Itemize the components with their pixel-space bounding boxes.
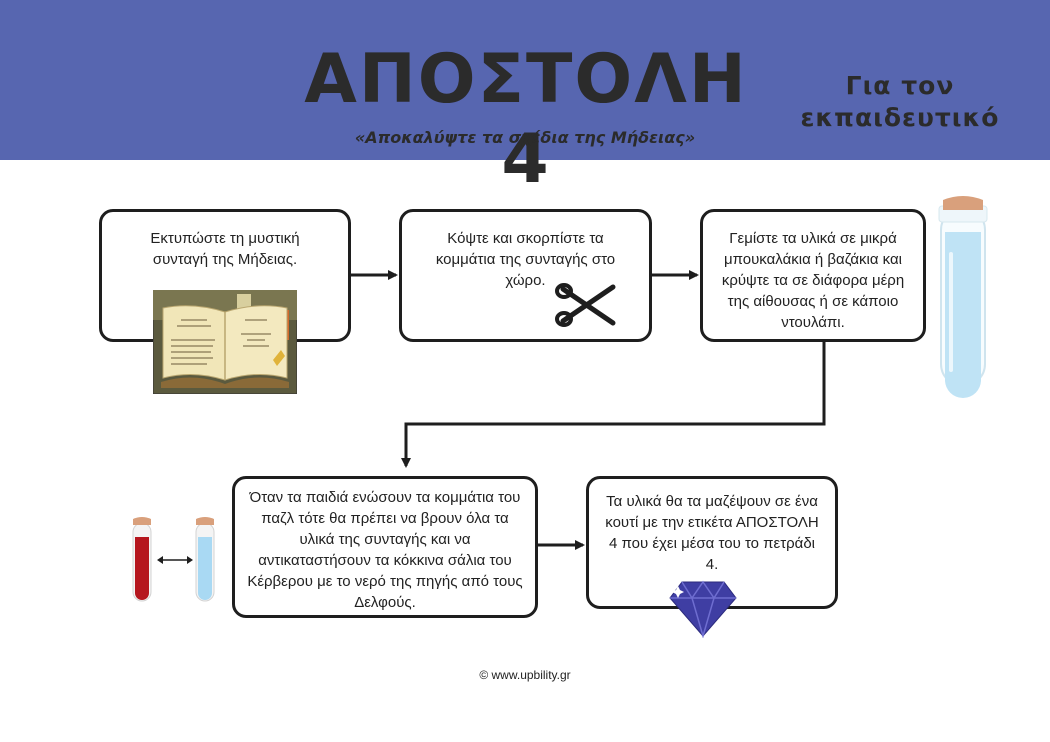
test-tube-icon — [935, 192, 991, 407]
step-4-box — [232, 476, 538, 618]
blue-tube-icon — [196, 517, 214, 601]
diamond-gem-icon — [668, 580, 738, 638]
arrow-step3-to-step4 — [406, 341, 824, 466]
step-4-text: Όταν τα παιδιά ενώσουν τα κομμάτια του παζλ τότε θα πρέπει να βρουν όλα τα υλικά της συνταγής και να αντικαταστήσουν τα κόκκινα σάλια του Κέρβερου με το νερό της πηγής από τους Δελφούς. — [247, 489, 523, 611]
step-5-text: Τα υλικά θα τα μαζέψουν σε ένα κουτί με την ετικέτα ΑΠΟΣΤΟΛΗ 4 που έχει μέσα του το πετράδι 4. — [605, 493, 819, 573]
step-1-text: Εκτυπώστε τη μυστική συνταγή της Μήδειας. — [150, 230, 300, 268]
scissors-icon — [555, 283, 619, 327]
page-title: ΑΠΟΣΤΟΛΗ 4 — [304, 40, 748, 199]
step-3-box — [700, 209, 926, 342]
footer-copyright: © www.upbility.gr — [479, 668, 571, 682]
audience-label: Για τον εκπαιδευτικό — [800, 71, 1000, 132]
step-3-text: Γεμίστε τα υλικά σε μικρά μπουκαλάκια ή βαζάκια και κρύψτε τα σε διάφορα μέρη της αίθουσας ή σε κάποιο ντουλάπι. — [721, 230, 905, 331]
red-blue-test-tubes-icon — [128, 515, 220, 605]
red-tube-icon — [133, 517, 151, 601]
page-subtitle: «Αποκαλύψτε τα σχέδια της Μήδειας» — [354, 128, 696, 147]
recipe-book-image — [153, 290, 297, 394]
step-2-text: Κόψτε και σκορπίστε τα κομμάτια της συνταγής στο χώρο. — [435, 230, 616, 289]
